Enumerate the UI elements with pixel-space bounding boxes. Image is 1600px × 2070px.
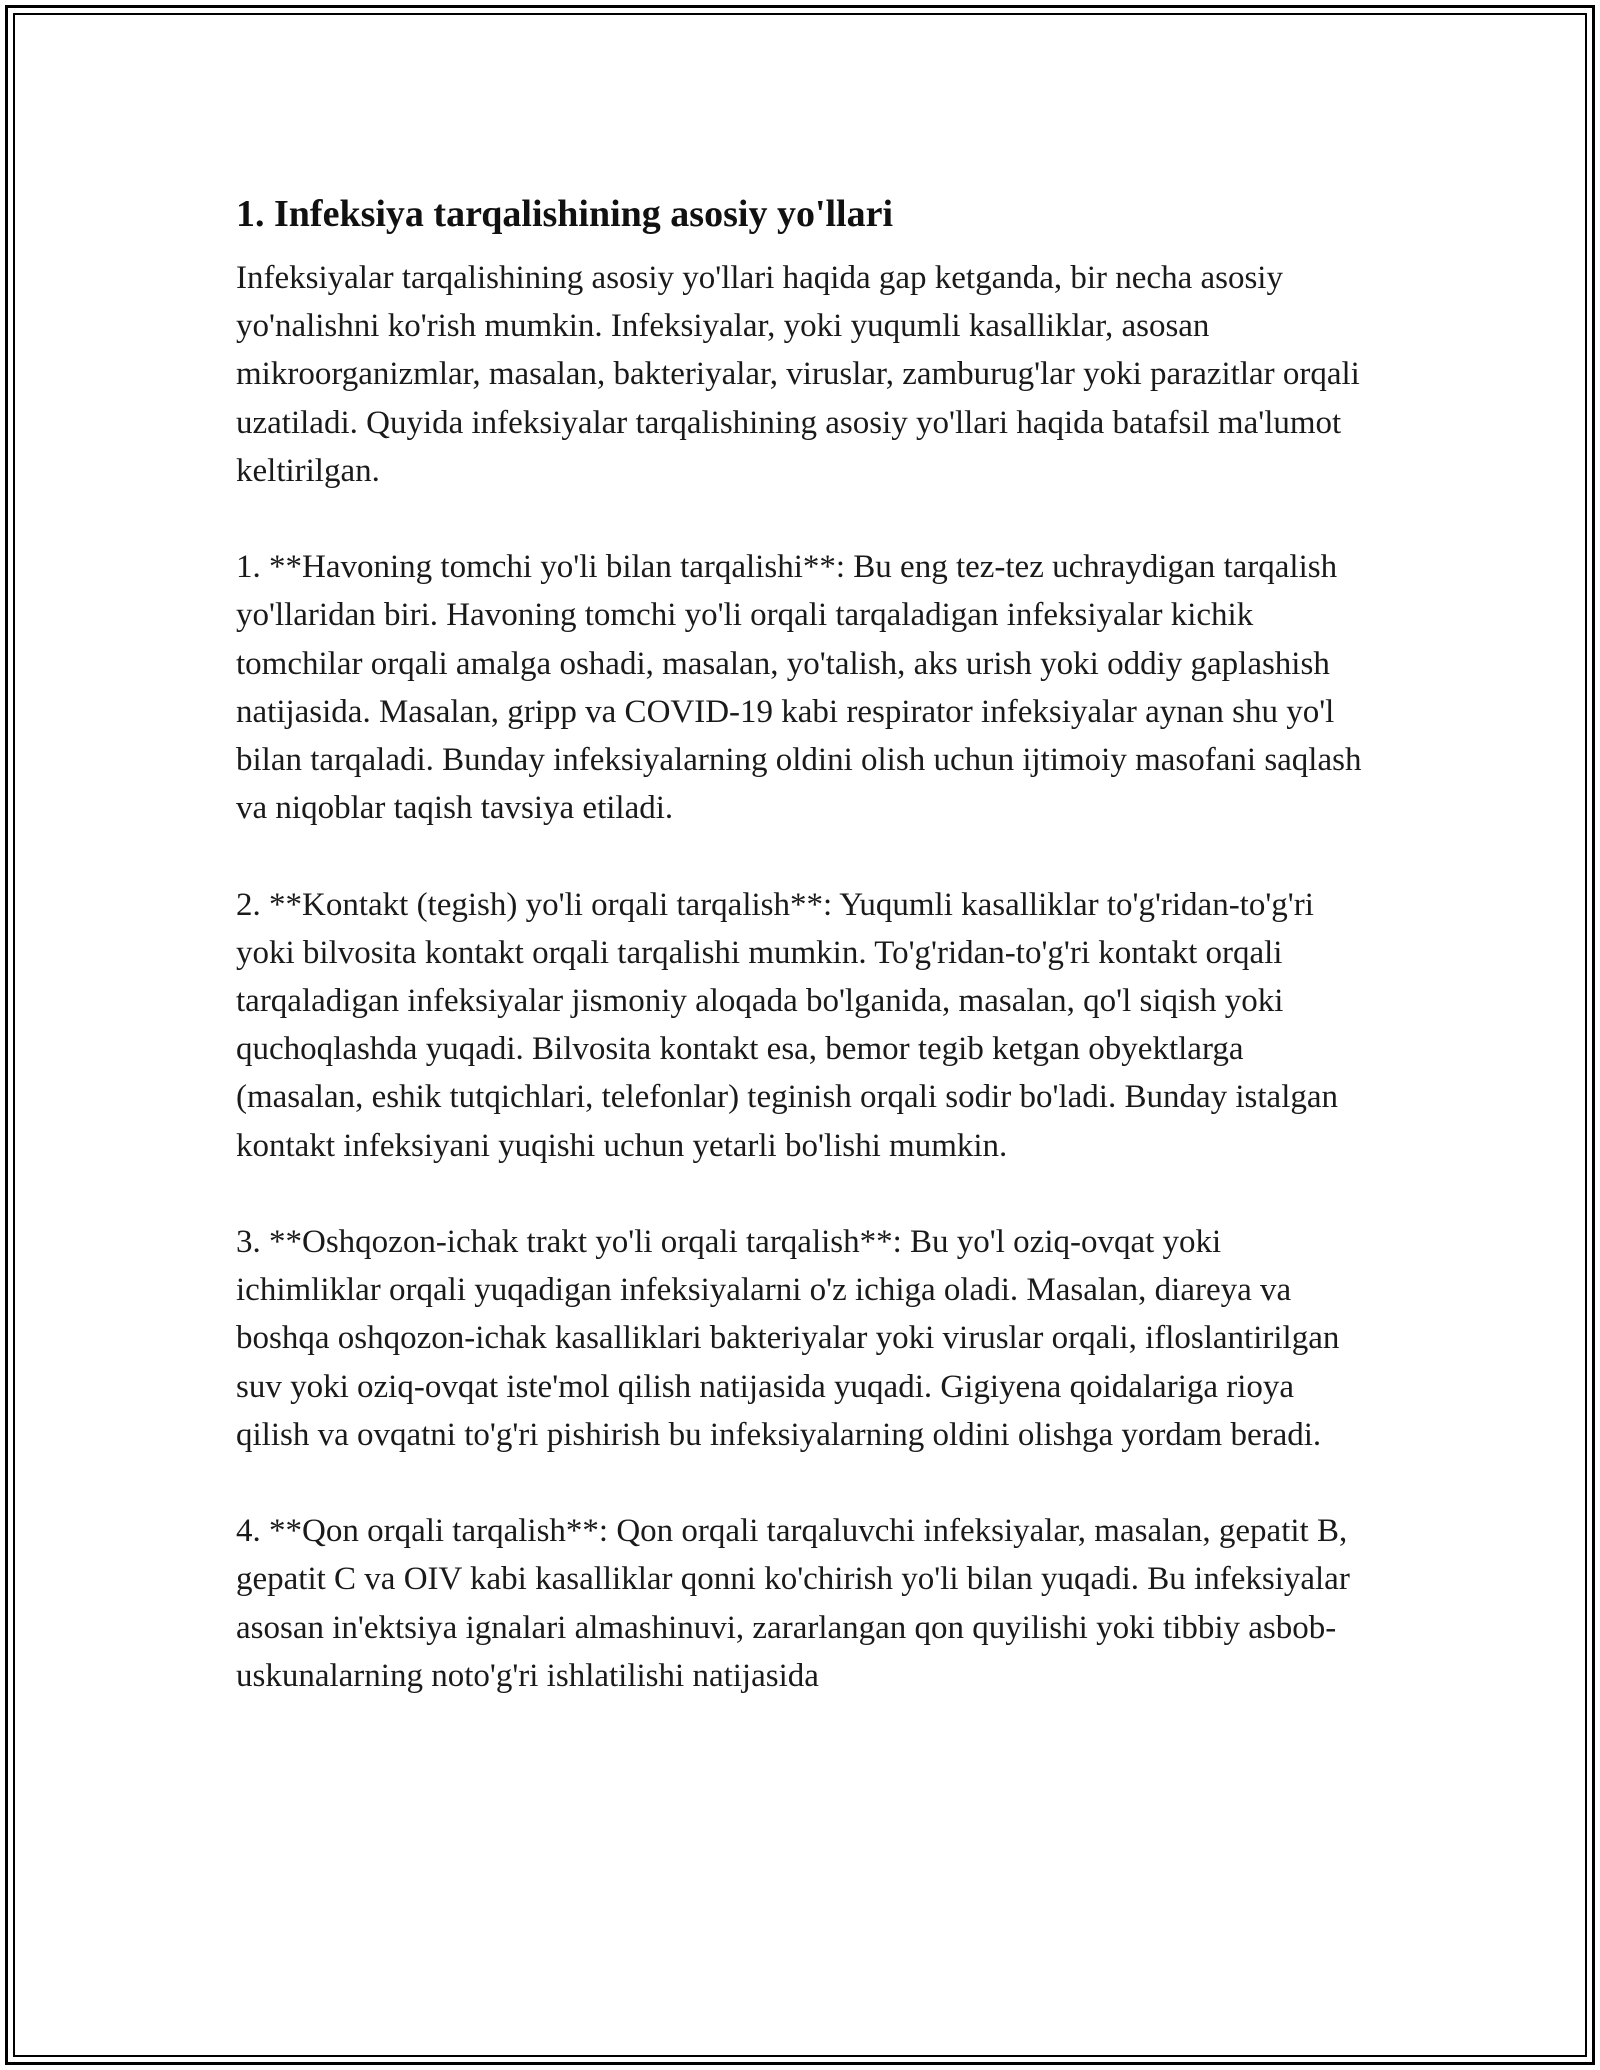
paragraph-contact: 2. **Kontakt (tegish) yo'li orqali tarqalish**: Yuqumli kasalliklar to'g'ridan-to'g'ri yoki bilvosita kontakt orqali tarqalishi mumkin. To'g'ridan-to'g'ri kontakt orqali tarqaladigan infeksiyalar jismoniy aloqada bo'lganida, masalan, qo'l siqish yoki quchoqlashda yuqadi. Bilvosita kontakt esa, bemor tegib ketgan obyektlarga (masalan, eshik tutqichlari, telefonlar) teginish orqali sodir bo'ladi. Bunday istalgan kontakt infeksiyani yuqishi uchun yetarli bo'lishi mumkin. [236,886,1339,1164]
paragraph-blood: 4. **Qon orqali tarqalish**: Qon orqali tarqaluvchi infeksiyalar, masalan, gepatit B, gepatit C va OIV kabi kasalliklar qonni ko'chirish yo'li bilan yuqadi. Bu infeksiyalar asosan in'ektsiya ignalari almashinuvi, zararlangan qon quyilishi yoki tibbiy asbob-uskunalarning noto'g'ri ishlatilishi natijasida [236,1513,1350,1694]
paragraph-airborne: 1. **Havoning tomchi yo'li bilan tarqalishi**: Bu eng tez-tez uchraydigan tarqalish yo'llaridan biri. Havoning tomchi yo'li orqali tarqaladigan infeksiyalar kichik tomchilar orqali amalga oshadi, masalan, yo'talish, aks urish yoki oddiy gaplashish natijasida. Masalan, gripp va COVID-19 kabi respirator infeksiyalar aynan shu yo'l bilan tarqaladi. Bunday infeksiyalarning oldini olish uchun ijtimoiy masofani saqlash va niqoblar taqish tavsiya etiladi. [236,549,1362,827]
document-body [236,186,1372,1748]
section-heading: 1. Infeksiya tarqalishining asosiy yo'llari [236,193,894,235]
intro-paragraph: Infeksiyalar tarqalishining asosiy yo'llari haqida gap ketganda, bir necha asosiy yo'nalishni ko'rish mumkin. Infeksiyalar, yoki yuqumli kasalliklar, asosan mikroorganizmlar, masalan, bakteriyalar, viruslar, zamburug'lar yoki parazitlar orqali uzatiladi. Quyida infeksiyalar tarqalishining asosiy yo'llari haqida batafsil ma'lumot keltirilgan. [236,260,1360,489]
paragraph-gastrointestinal: 3. **Oshqozon-ichak trakt yo'li orqali tarqalish**: Bu yo'l oziq-ovqat yoki ichimliklar orqali yuqadigan infeksiyalarni o'z ichiga oladi. Masalan, diareya va boshqa oshqozon-ichak kasalliklari bakteriyalar yoki viruslar orqali, ifloslantirilgan suv yoki oziq-ovqat iste'mol qilish natijasida yuqadi. Gigiyena qoidalariga rioya qilish va ovqatni to'g'ri pishirish bu infeksiyalarning oldini olishga yordam beradi. [236,1224,1340,1453]
